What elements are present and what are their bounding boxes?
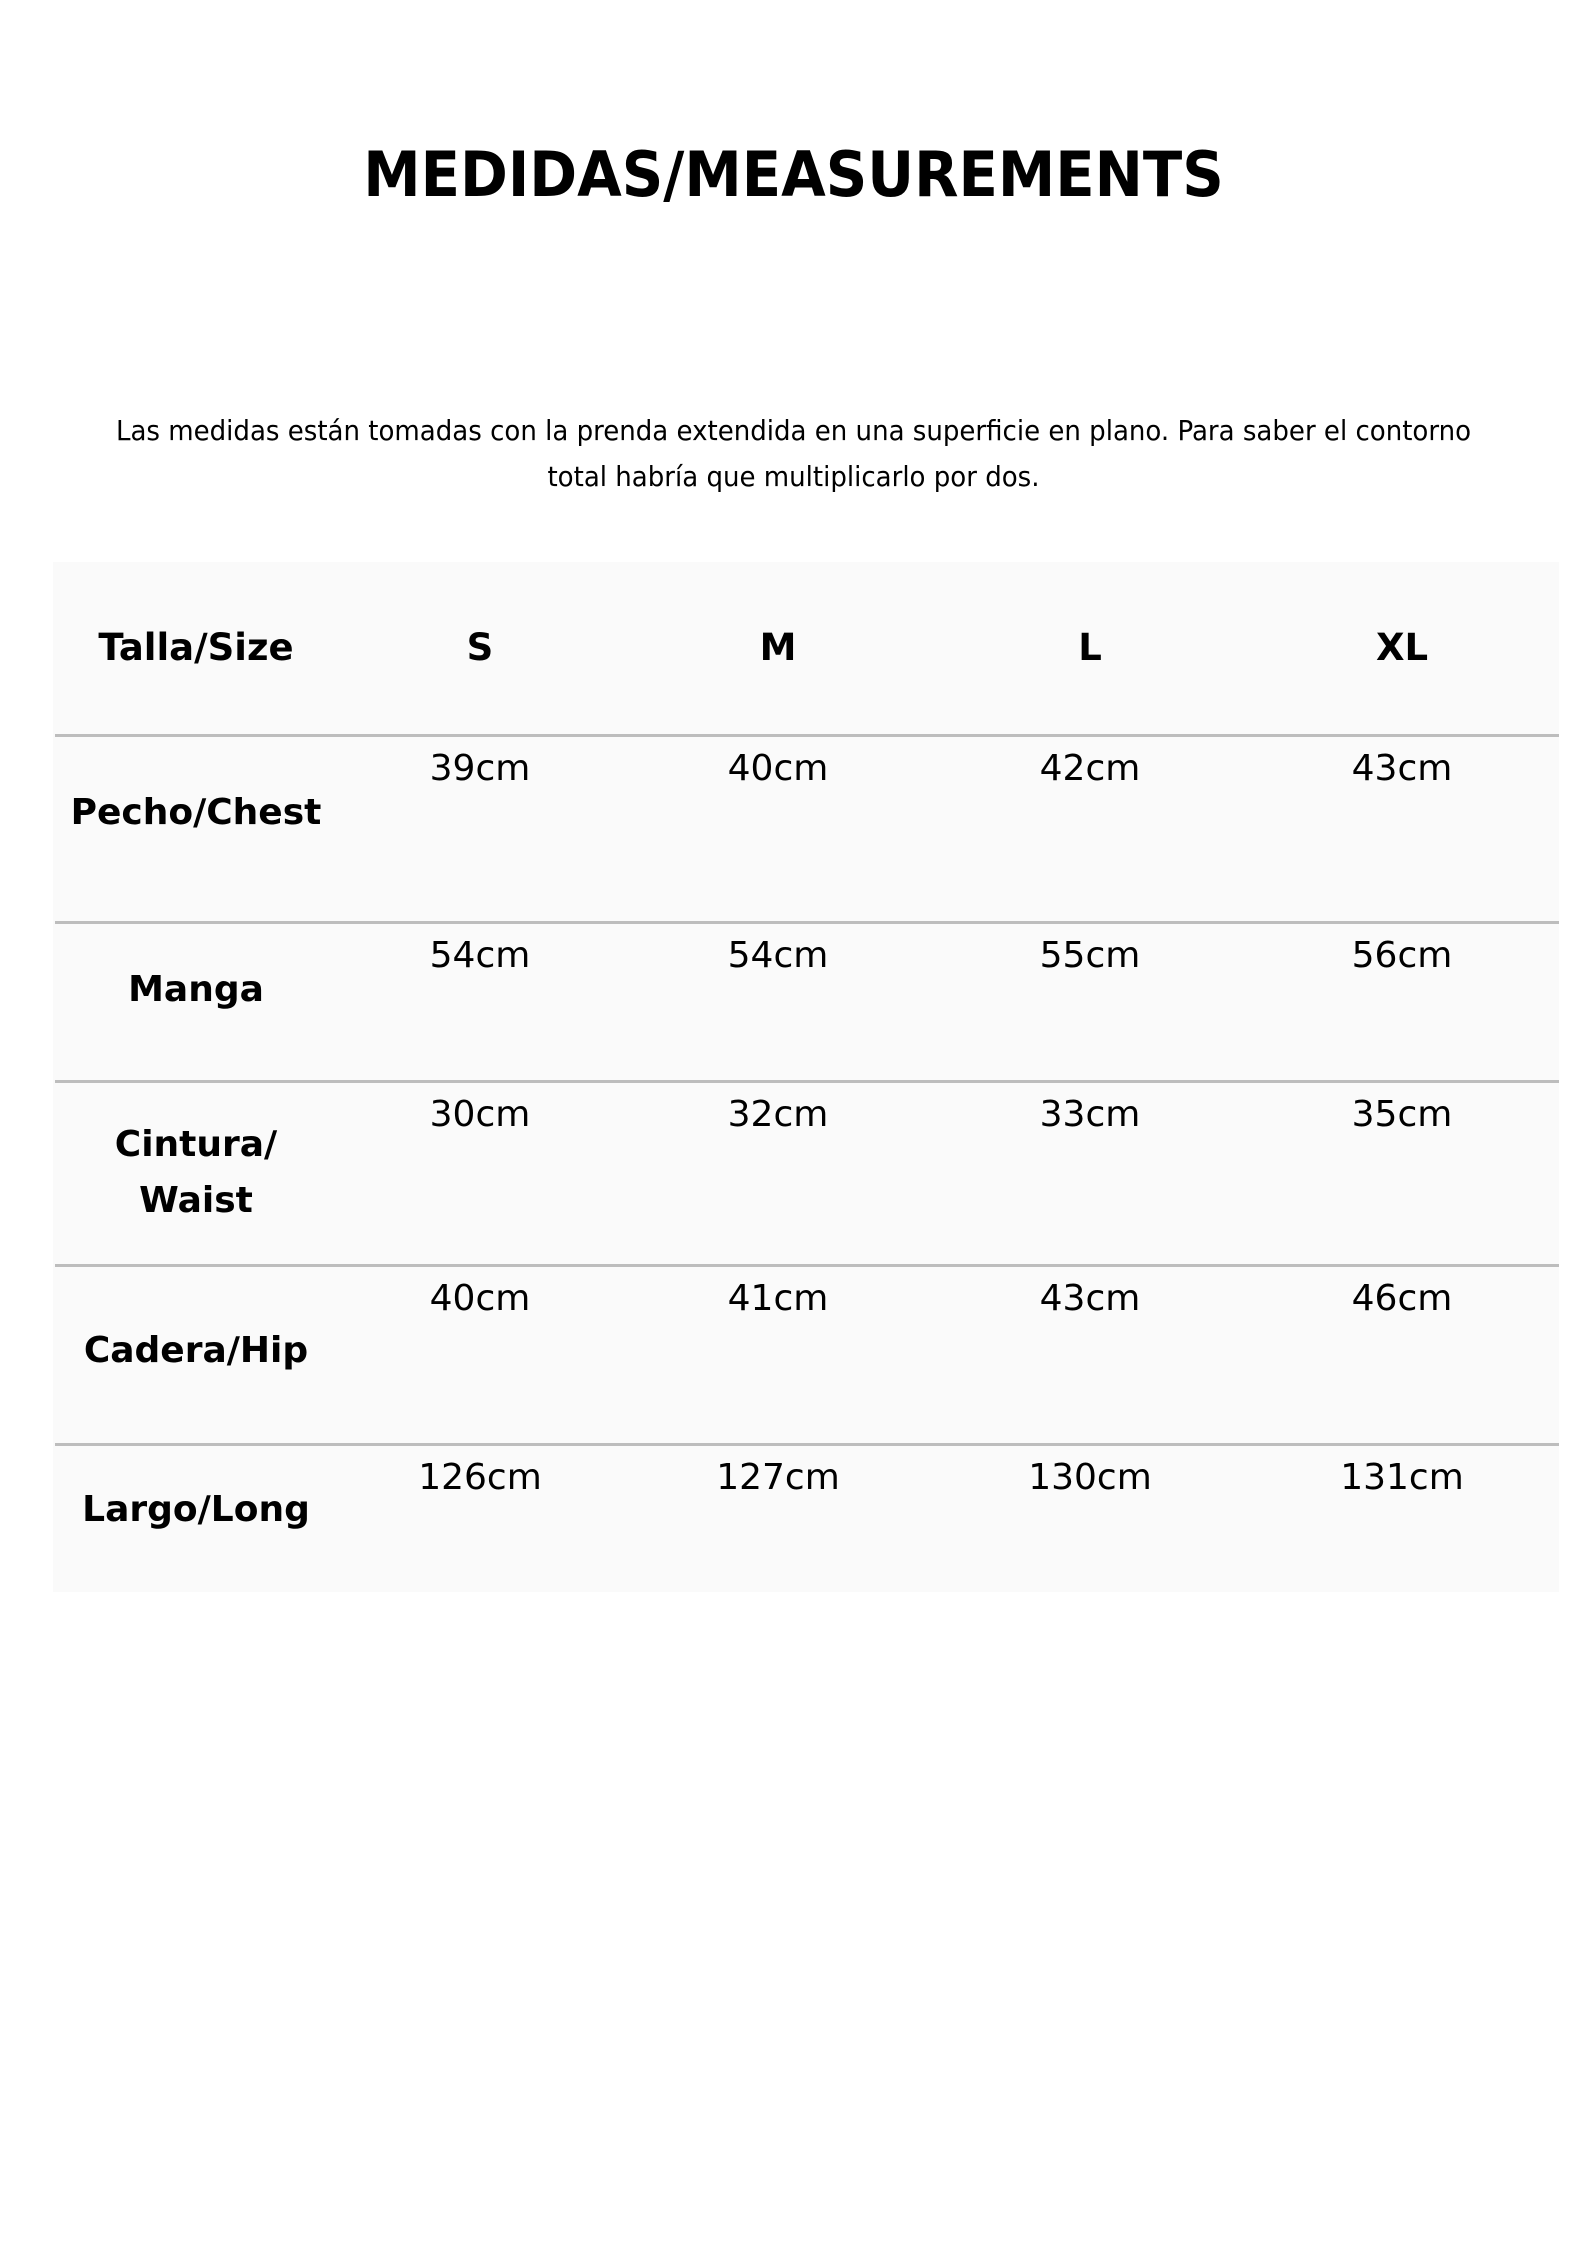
value-waist-s: 30cm: [429, 1094, 531, 1135]
row-label-waist-line-1: Cintura/: [114, 1124, 278, 1165]
size-chart-table: [53, 562, 1559, 1592]
value-length-xl: 131cm: [1340, 1457, 1464, 1498]
value-hip-l: 43cm: [1039, 1278, 1141, 1319]
header-s: S: [466, 626, 494, 669]
header-size: Talla/Size: [98, 626, 294, 669]
page-title: MEDIDAS/MEASUREMENTS: [363, 138, 1224, 211]
row-label-waist: [53, 1117, 339, 1229]
row-label-length: Largo/Long: [82, 1489, 310, 1530]
row-label-waist-line-2: Waist: [139, 1180, 253, 1221]
intro-line-1: Las medidas están tomadas con la prenda extendida en una superficie en plano. Para saber el contorno: [115, 414, 1472, 447]
header-xl: XL: [1375, 626, 1429, 669]
header-l: L: [1078, 626, 1102, 669]
table-row: [53, 1083, 1559, 1265]
value-sleeve-s: 54cm: [429, 935, 531, 976]
value-waist-xl: 35cm: [1351, 1094, 1453, 1135]
value-length-s: 126cm: [418, 1457, 542, 1498]
value-sleeve-l: 55cm: [1039, 935, 1141, 976]
row-label-sleeve: Manga: [128, 969, 264, 1010]
table-row: [53, 924, 1559, 1081]
table-header-row: [53, 562, 1559, 735]
value-chest-m: 40cm: [727, 748, 829, 789]
intro-paragraph: [74, 408, 1513, 500]
value-hip-m: 41cm: [727, 1278, 829, 1319]
intro-line-2: total habría que multiplicarlo por dos.: [547, 460, 1040, 493]
table-row: [53, 737, 1559, 922]
value-chest-s: 39cm: [429, 748, 531, 789]
value-hip-xl: 46cm: [1351, 1278, 1453, 1319]
value-length-m: 127cm: [716, 1457, 840, 1498]
value-chest-xl: 43cm: [1351, 748, 1453, 789]
table-row: [53, 1446, 1559, 1592]
value-sleeve-m: 54cm: [727, 935, 829, 976]
row-label-chest: Pecho/Chest: [70, 792, 322, 833]
table-row: [53, 1267, 1559, 1444]
value-sleeve-xl: 56cm: [1351, 935, 1453, 976]
value-hip-s: 40cm: [429, 1278, 531, 1319]
value-length-l: 130cm: [1028, 1457, 1152, 1498]
value-waist-m: 32cm: [727, 1094, 829, 1135]
value-waist-l: 33cm: [1039, 1094, 1141, 1135]
header-m: M: [759, 626, 797, 669]
row-label-hip: Cadera/Hip: [83, 1330, 309, 1371]
value-chest-l: 42cm: [1039, 748, 1141, 789]
